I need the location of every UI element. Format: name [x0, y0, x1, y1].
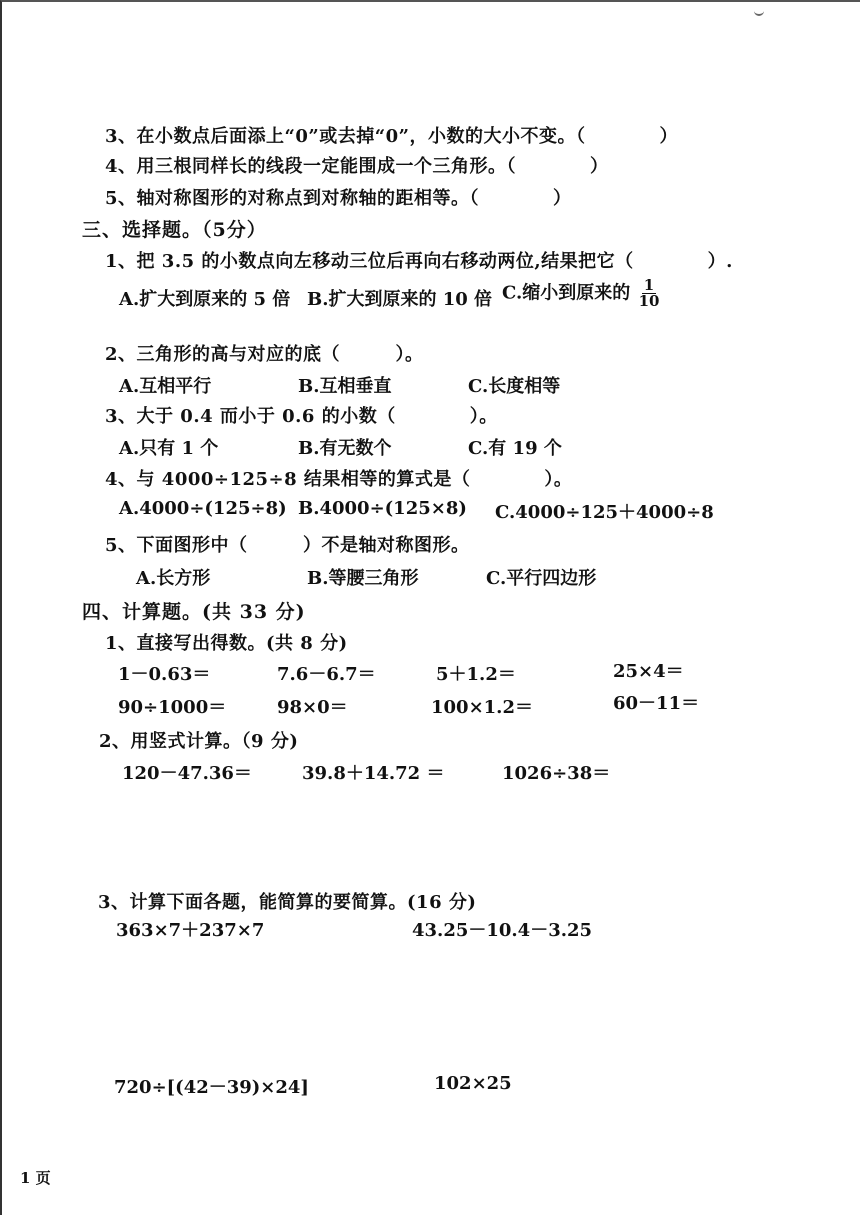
calc-part-1-title: 1、直接写出得数。(共 8 分)	[105, 633, 348, 654]
oral-calc-4: 25×4＝	[613, 661, 684, 682]
choice-question-2: 2、三角形的高与对应的底（ ）。	[105, 344, 424, 365]
oral-calc-5: 90÷1000＝	[118, 697, 227, 718]
fraction-numerator: 1	[643, 276, 655, 294]
choice-5-option-b: B.等腰三角形	[307, 568, 419, 589]
choice-question-4: 4、与 4000÷125÷8 结果相等的算式是（ ）。	[105, 469, 573, 490]
choice-3-option-b: B.有无数个	[298, 438, 392, 459]
choice-1-option-c-label: C.缩小到原来的	[502, 282, 631, 304]
choice-section-heading: 三、选择题。（5分）	[82, 219, 267, 241]
choice-4-option-c: C.4000÷125＋4000÷8	[495, 502, 714, 523]
oral-calc-2: 7.6－6.7＝	[277, 664, 376, 685]
choice-4-option-b: B.4000÷(125×8)	[298, 498, 467, 519]
vertical-calc-1: 120－47.36＝	[122, 763, 252, 784]
fraction-one-tenth	[637, 278, 662, 309]
oral-calc-8: 60－11＝	[613, 693, 700, 714]
choice-5-option-c: C.平行四边形	[486, 568, 597, 589]
oral-calc-1: 1－0.63＝	[118, 664, 211, 685]
choice-2-option-a: A.互相平行	[119, 376, 212, 397]
choice-1-option-c	[502, 278, 661, 309]
simplify-calc-2: 43.25－10.4－3.25	[412, 920, 593, 941]
oral-calc-6: 98×0＝	[277, 697, 348, 718]
simplify-calc-3: 720÷[(42－39)×24]	[114, 1077, 309, 1098]
judge-question-3: 3、在小数点后面添上“0”或去掉“0”，小数的大小不变。（ ）	[105, 126, 678, 147]
vertical-calc-3: 1026÷38＝	[502, 763, 611, 784]
choice-3-option-c: C.有 19 个	[468, 438, 562, 459]
fraction-denominator: 10	[638, 292, 660, 310]
oral-calc-3: 5＋1.2＝	[436, 664, 516, 685]
calc-part-3-title: 3、计算下面各题，能简算的要简算。(16 分)	[98, 892, 477, 913]
page-number: 1 页	[20, 1169, 51, 1187]
calc-section-heading: 四、计算题。(共 33 分)	[82, 601, 306, 623]
choice-question-1: 1、把 3.5 的小数点向左移动三位后再向右移动两位,结果把它（ ）.	[105, 251, 733, 272]
choice-2-option-b: B.互相垂直	[298, 376, 392, 397]
choice-question-3: 3、大于 0.4 而小于 0.6 的小数（ ）。	[105, 406, 498, 427]
simplify-calc-4: 102×25	[434, 1073, 512, 1094]
calc-part-2-title: 2、用竖式计算。（9 分)	[99, 731, 299, 752]
choice-5-option-a: A.长方形	[136, 568, 211, 589]
vertical-calc-2: 39.8＋14.72 ＝	[302, 763, 445, 784]
choice-1-option-a: A.扩大到原来的 5 倍	[119, 289, 291, 310]
choice-question-5: 5、下面图形中（ ）不是轴对称图形。	[105, 535, 470, 556]
choice-1-option-b: B.扩大到原来的 10 倍	[307, 289, 493, 310]
scan-mark	[754, 8, 764, 16]
simplify-calc-1: 363×7＋237×7	[116, 920, 265, 941]
judge-question-5: 5、轴对称图形的对称点到对称轴的距相等。（ ）	[105, 188, 572, 209]
choice-3-option-a: A.只有 1 个	[119, 438, 219, 459]
oral-calc-7: 100×1.2＝	[431, 697, 533, 718]
choice-2-option-c: C.长度相等	[468, 376, 561, 397]
judge-question-4: 4、用三根同样长的线段一定能围成一个三角形。（ ）	[105, 156, 609, 177]
choice-4-option-a: A.4000÷(125÷8)	[119, 498, 287, 519]
